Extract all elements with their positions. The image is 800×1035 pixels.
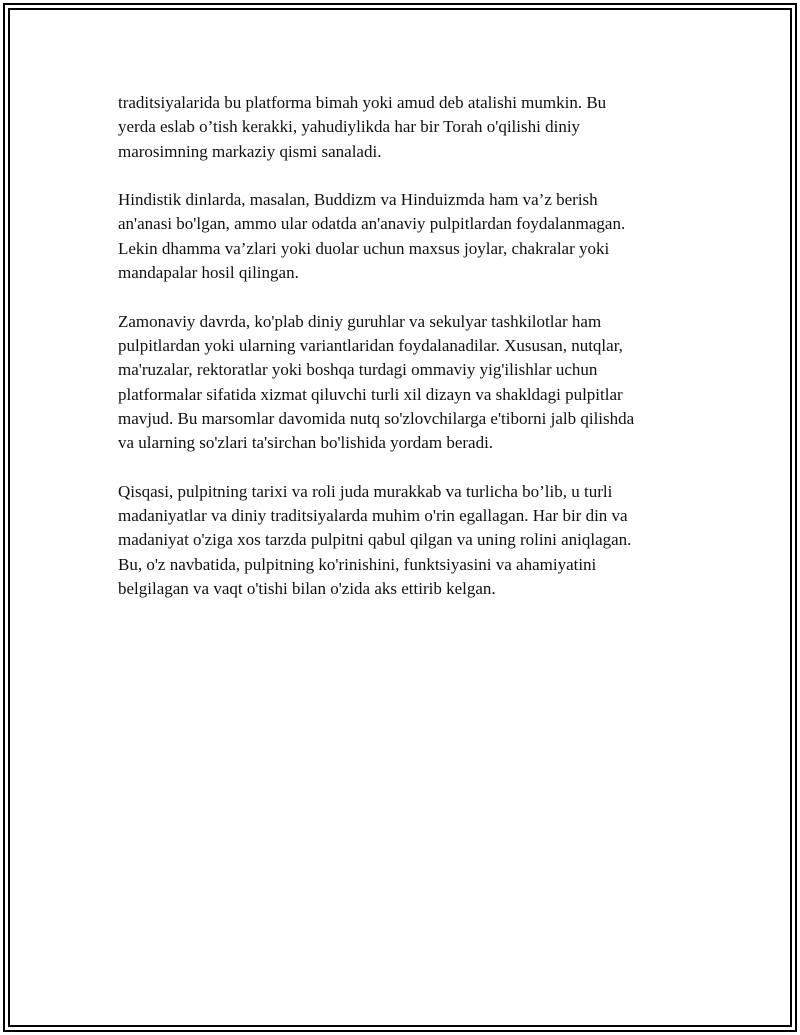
paragraph-4: Qisqasi, pulpitning tarixi va roli juda murakkab va turlicha bo’lib, u turli madaniyatlar va diniy traditsiyalarda muhim o'rin egallagan. Har bir din va madaniyat o'ziga xos tarzda pulpitni qabul qilgan va uning rolini aniqlagan. Bu, o'z navbatida, pulpitning ko'rinishini, funktsiyasini va ahamiyatini belgilagan va vaqt o'tishi bilan o'zida aks ettirib kelgan. <box>118 481 632 598</box>
paragraph-2: Hindistik dinlarda, masalan, Buddizm va Hinduizmda ham va’z berish an'anasi bo'lgan, ammo ular odatda an'anaviy pulpitlardan foydalanmagan. Lekin dhamma va’zlari yoki duolar uchun maxsus joylar, chakralar yoki mandapalar hosil qilingan. <box>118 190 626 283</box>
paragraph-3: Zamonaviy davrda, ko'plab diniy guruhlar va sekulyar tashkilotlar ham pulpitlardan yoki ularning variantlaridan foydalanadilar. Xususan, nutqlar, ma'ruzalar, rektoratlar yoki boshqa turdagi ommaviy yig'ilishlar uchun platformalar sifatida xizmat qiluvchi turli xil dizayn va shakldagi pulpitlar mavjud. Bu marsomlar davomida nutq so'zlovchilarga e'tiborni jalb qilishda va ularning so'zlari ta'sirchan bo'lishida yordam beradi. <box>118 311 635 453</box>
paragraph-1: traditsiyalarida bu platforma bimah yoki amud deb atalishi mumkin. Bu yerda eslab o’tish kerakki, yahudiylikda har bir Torah o'qilishi diniy marosimning markaziy qismi sanaladi. <box>118 93 607 161</box>
document-body <box>118 91 688 626</box>
